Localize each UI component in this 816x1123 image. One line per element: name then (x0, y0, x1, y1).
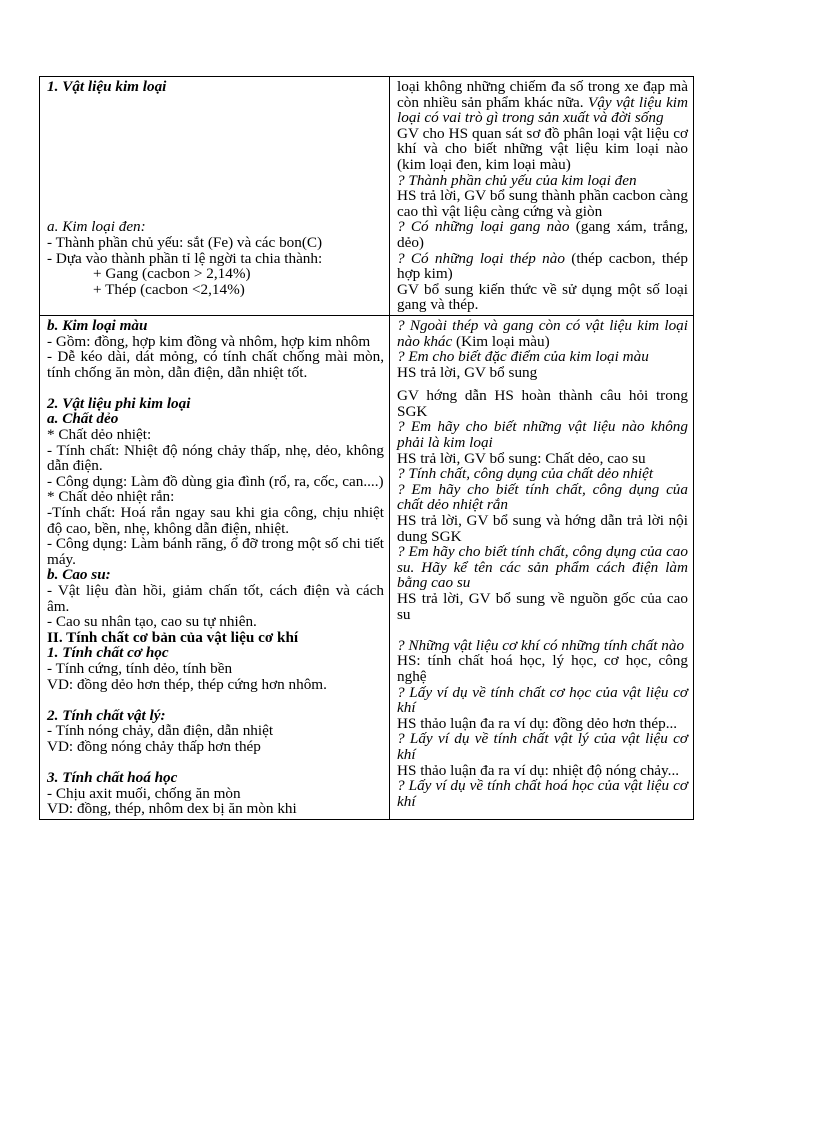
line-text: ? Em hãy cho biết những vật liệu nào không phải là kim loại (397, 418, 688, 452)
line-text: GV hớng dẫn HS hoàn thành câu hỏi trong SGK (397, 387, 688, 420)
blank-line (47, 110, 384, 126)
content-line (47, 79, 384, 95)
content-line (47, 739, 384, 755)
line-text: HS: tính chất hoá học, lý học, cơ học, công nghệ (397, 652, 688, 685)
line-text: * Chất dẻo nhiệt rắn: (47, 488, 175, 506)
activity-line (397, 365, 688, 381)
line-text: HS trả lời, GV bổ sung (397, 363, 538, 381)
line-text: VD: đồng nóng chảy thấp hơn thép (47, 737, 261, 755)
line-text: 2. Vật liệu phi kim loại (47, 394, 191, 412)
line-text: ? Có những loại thép nào (397, 249, 565, 267)
content-line (47, 786, 384, 802)
activity-line (397, 482, 688, 513)
blank-line (47, 755, 384, 771)
activity-line (397, 173, 688, 189)
content-line (47, 474, 384, 490)
line-text: HS trả lời, GV bổ sung về nguồn gốc của cao su (397, 590, 688, 623)
table-row (40, 77, 694, 316)
content-line (47, 349, 384, 380)
content-line (47, 723, 384, 739)
right-column-cell (390, 77, 694, 316)
activity-line (397, 188, 688, 219)
line-text-continued: (Kim loại màu) (452, 332, 550, 350)
content-line (47, 505, 384, 536)
line-text: - Tính cứng, tính dẻo, tính bền (47, 659, 233, 677)
line-text: HS trả lời, GV bổ sung thành phần cacbon càng cao thì vật liệu càng cứng và giòn (397, 187, 688, 220)
activity-line (397, 79, 688, 126)
content-line (47, 318, 384, 334)
lesson-table (39, 76, 694, 820)
line-text: 2. Tính chất vật lý: (47, 706, 166, 724)
content-line (47, 427, 384, 443)
line-text: 1. Tính chất cơ học (47, 644, 169, 662)
line-text: a. Kim loại đen: (47, 218, 146, 236)
content-line (47, 677, 384, 693)
line-text: HS trả lời, GV bổ sung và hớng dẫn trả lời nội dung SGK (397, 512, 688, 545)
line-text: - Cao su nhân tạo, cao su tự nhiên. (47, 613, 257, 631)
line-text: HS thảo luận đa ra ví dụ: đồng dẻo hơn thép... (397, 714, 678, 732)
line-text: + Thép (cacbon <2,14%) (93, 280, 245, 298)
blank-line (47, 157, 384, 173)
lesson-table-body (40, 77, 694, 820)
activity-line (397, 419, 688, 450)
line-text: GV cho HS quan sát sơ đồ phân loại vật liệu cơ khí và cho biết những vật liệu kim loại nào (kim loại đen, kim loại màu) (397, 124, 688, 173)
activity-line (397, 219, 688, 250)
line-text: HS thảo luận đa ra ví dụ: nhiệt độ nóng chảy... (397, 761, 680, 779)
activity-line (397, 544, 688, 591)
line-text: + Gang (cacbon > 2,14%) (93, 265, 251, 283)
activity-line (397, 388, 688, 419)
line-text: - Công dụng: Làm bánh răng, ổ đỡ trong một số chi tiết máy. (47, 535, 384, 568)
activity-line (397, 731, 688, 762)
line-text: ? Tính chất, công dụng của chất dẻo nhiệt (397, 465, 654, 483)
content-line (47, 708, 384, 724)
line-text: -Tính chất: Hoá rắn ngay sau khi gia công, chịu nhiệt độ cao, bền, nhẹ, không dẫn điện, nhiệt. (47, 504, 384, 537)
activity-line (397, 653, 688, 684)
blank-line (47, 188, 384, 204)
blank-line (47, 126, 384, 142)
activity-line (397, 778, 688, 809)
line-text: * Chất dẻo nhiệt: (47, 426, 152, 444)
line-text: ? Ngoài thép và gang còn có vật liệu kim loại nào khác (397, 316, 688, 350)
line-text: ? Những vật liệu cơ khí có những tính chất nào (397, 636, 685, 654)
activity-line (397, 638, 688, 654)
line-text: ? Lấy ví dụ về tính chất cơ học của vật liệu cơ khí (397, 683, 688, 717)
blank-line (47, 173, 384, 189)
table-row (40, 315, 694, 819)
blank-line (47, 692, 384, 708)
activity-line (397, 763, 688, 779)
line-text: - Thành phần chủ yếu: sắt (Fe) và các bon(C) (47, 233, 323, 251)
line-text: b. Cao su: (47, 566, 111, 584)
content-line (47, 567, 384, 583)
line-text-continued: Vậy vật liệu kim loại có vai trò gì trong sản xuất và đời sống (397, 93, 688, 127)
content-line (47, 770, 384, 786)
content-line (47, 334, 384, 350)
line-text: b. Kim loại màu (47, 316, 148, 334)
line-text: - Tính chất: Nhiệt độ nóng chảy thấp, nhẹ, dẻo, không dẫn điện. (47, 441, 384, 475)
activity-line (397, 251, 688, 282)
activity-line (397, 318, 688, 349)
blank-line (397, 622, 688, 638)
activity-line (397, 591, 688, 622)
content-line (47, 645, 384, 661)
line-text: ? Lấy ví dụ về tính chất vật lý của vật liệu cơ khí (397, 730, 688, 763)
content-line (47, 630, 384, 646)
line-text: ? Thành phần chủ yếu của kim loại đen (397, 171, 637, 189)
line-text: VD: đồng, thép, nhôm dex bị ăn mòn khi (47, 800, 297, 818)
activity-line (397, 349, 688, 365)
line-text: - Vật liệu đàn hồi, giảm chấn tốt, cách điện và cách âm. (47, 582, 384, 615)
line-text: ? Em cho biết đặc điểm của kim loại màu (397, 348, 649, 366)
content-line (47, 583, 384, 614)
activity-line (397, 685, 688, 716)
activity-line (397, 282, 688, 313)
line-text: ? Có những loại gang nào (397, 218, 570, 236)
activity-line (397, 451, 688, 467)
blank-line (47, 380, 384, 396)
content-line (47, 489, 384, 505)
line-text: GV bổ sung kiến thức về sử dụng một số loại gang và thép. (397, 280, 688, 314)
line-text: - Dựa vào thành phần tỉ lệ ngời ta chia thành: (47, 249, 323, 267)
line-text-continued: (gang xám, trắng, dẻo) (397, 218, 688, 251)
line-text: ? Em hãy cho biết tính chất, công dụng của chất dẻo nhiệt rắn (397, 480, 688, 514)
line-text: a. Chất dẻo (47, 410, 119, 428)
line-text: II. Tính chất cơ bản của vật liệu cơ khí (47, 628, 299, 646)
content-line (47, 251, 384, 267)
line-text-continued: (thép cacbon, thép hợp kim) (397, 249, 688, 283)
line-text: VD: đồng dẻo hơn thép, thép cứng hơn nhôm. (47, 675, 327, 693)
line-text: HS trả lời, GV bổ sung: Chất dẻo, cao su (397, 449, 646, 467)
activity-line (397, 716, 688, 732)
content-line (47, 266, 384, 282)
line-text: loại không những chiếm đa số trong xe đạp mà còn nhiều sản phẩm khác nữa. (397, 78, 688, 111)
content-line (47, 282, 384, 298)
content-line (47, 801, 384, 817)
content-line (47, 235, 384, 251)
blank-line (47, 141, 384, 157)
content-line (47, 614, 384, 630)
line-text: 1. Vật liệu kim loại (47, 78, 167, 95)
content-line (47, 411, 384, 427)
blank-line (47, 204, 384, 220)
activity-line (397, 466, 688, 482)
left-column-cell (40, 77, 390, 316)
line-text: ? Lấy ví dụ về tính chất hoá học của vật liệu cơ khí (397, 777, 688, 810)
content-line (47, 396, 384, 412)
content-line (47, 536, 384, 567)
content-line (47, 219, 384, 235)
line-text: ? Em hãy cho biết tính chất, công dụng của cao su. Hãy kể tên các sản phẩm cách điện làm bằng cao su (397, 543, 688, 592)
left-column-cell (40, 315, 390, 819)
line-text: - Gồm: đồng, hợp kim đồng và nhôm, hợp kim nhôm (47, 332, 371, 350)
activity-line (397, 513, 688, 544)
line-text: - Dễ kéo dài, dát mỏng, có tính chất chống mài mòn, tính chống ăn mòn, dẫn điện, dẫn nhiệt tốt. (47, 348, 384, 381)
activity-line (397, 126, 688, 173)
blank-line (47, 95, 384, 111)
right-column-cell (390, 315, 694, 819)
line-text: 3. Tính chất hoá học (47, 769, 178, 787)
line-text: - Công dụng: Làm đồ dùng gia đình (rổ, ra, cốc, can....) (47, 472, 384, 490)
content-line (47, 443, 384, 474)
content-line (47, 661, 384, 677)
lesson-page (39, 76, 694, 820)
line-text: - Tính nóng chảy, dẫn điện, dẫn nhiệt (47, 722, 274, 740)
line-text: - Chịu axit muối, chống ăn mòn (47, 784, 241, 802)
